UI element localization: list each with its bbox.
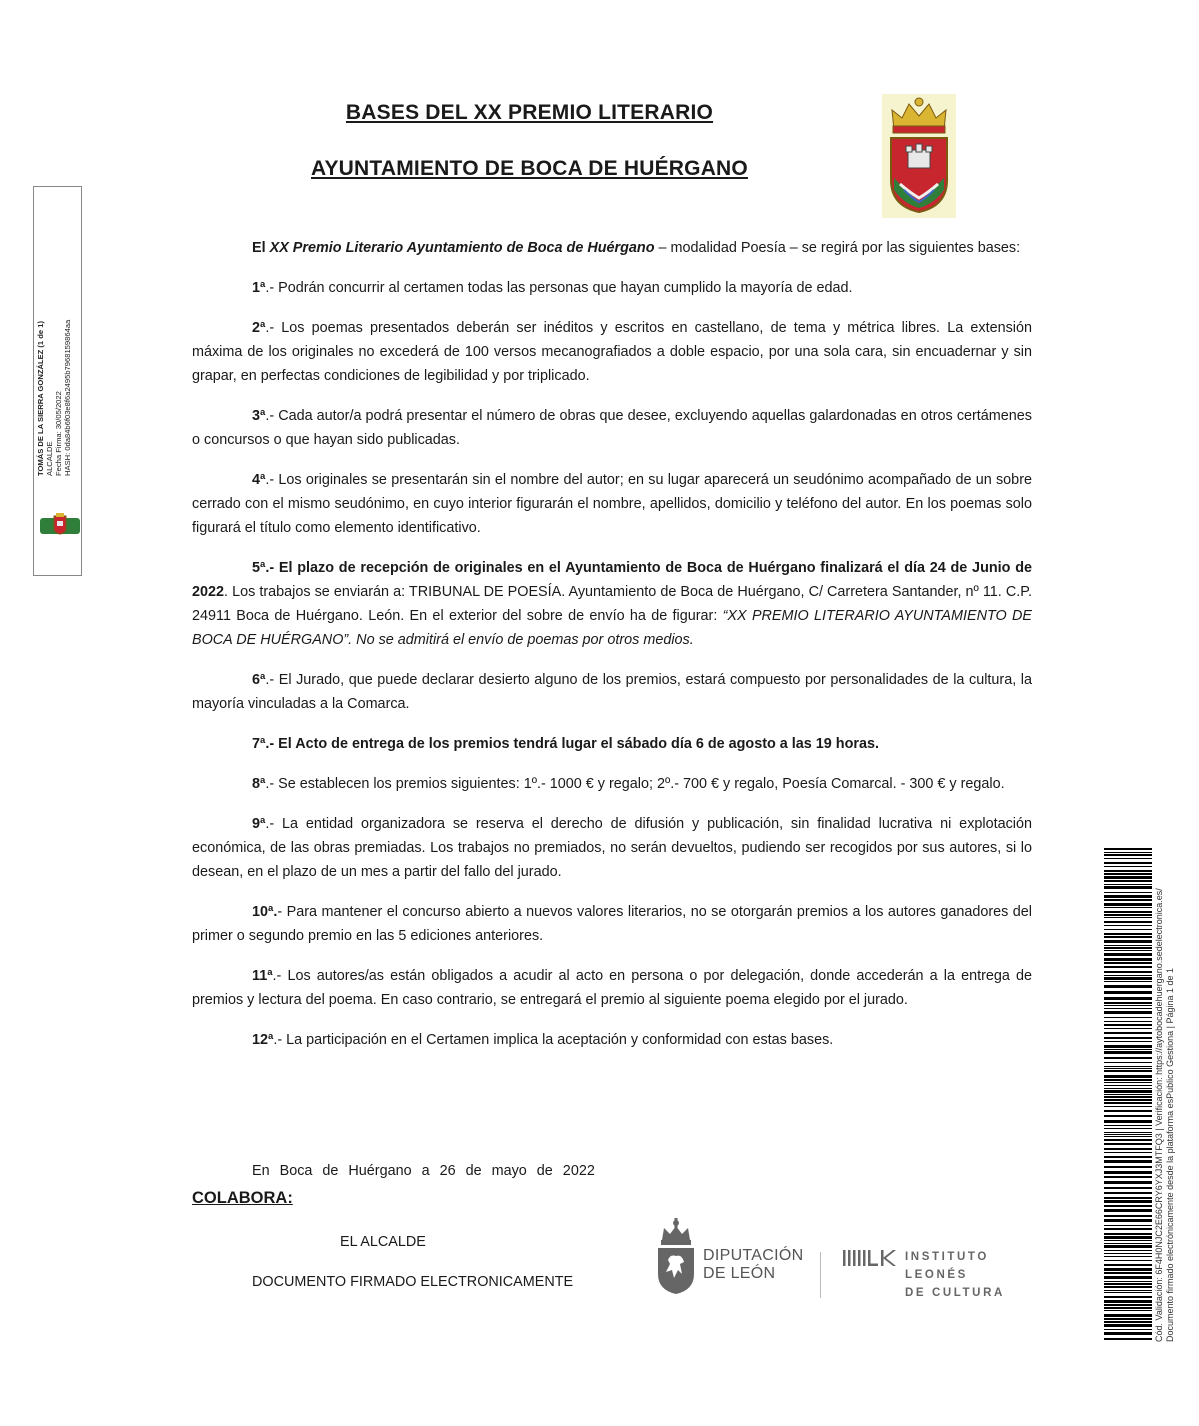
barcode-icon	[1104, 848, 1152, 1342]
signature-hash: HASH: 0da84b6f03e8f6a2495b7968159864aa	[63, 319, 72, 476]
clause-10: 10ª.- Para mantener el concurso abierto a nuevos valores literarios, no se otorgarán premios a los autores ganadores del primer o segundo premio en las 5 ediciones anteriores.	[192, 904, 1032, 944]
logo-separator	[820, 1252, 821, 1298]
clause-12: 12ª.- La participación en el Certamen implica la aceptación y conformidad con estas bases.	[252, 1032, 834, 1048]
mini-coat-of-arms-icon	[40, 512, 80, 540]
colabora-heading: COLABORA:	[192, 1189, 293, 1207]
clause-6: 6ª.- El Jurado, que puede declarar desierto alguno de los premios, estará compuesto por personalidades de la cultura, la mayoría vinculadas a la Comarca.	[192, 672, 1032, 712]
signer-name: TOMÁS DE LA SIERRA GONZÁLEZ (1 de 1)	[36, 321, 45, 476]
instituto-leones-text: INSTITUTO LEONÉS DE CULTURA	[905, 1251, 1005, 1299]
diputacion-leon-logo-icon	[654, 1218, 698, 1294]
document-body	[192, 236, 1032, 1068]
clause-11: 11ª.- Los autores/as están obligados a acudir al acto en persona o por delegación, donde accederán a la entrega de premios y lectura del poema. En caso contrario, se entregará el premio al siguiente poema elegido por el jurado.	[192, 968, 1032, 1008]
title-line-1: BASES DEL XX PREMIO LITERARIO	[345, 101, 714, 124]
instituto-leones-mark-icon	[843, 1250, 897, 1266]
coat-of-arms-icon	[882, 94, 956, 218]
clause-3: 3ª.- Cada autor/a podrá presentar el número de obras que desee, excluyendo aquellas galardonadas en otros certámenes o concursos o que hayan sido publicadas.	[192, 408, 1032, 448]
alcalde-label: EL ALCALDE	[340, 1234, 426, 1250]
clause-1: 1ª.- Podrán concurrir al certamen todas las personas que hayan cumplido la mayoría de edad.	[252, 280, 853, 296]
intro-italic-name: XX Premio Literario Ayuntamiento de Boca de Huérgano	[269, 240, 655, 256]
clause-5: 5ª.- El plazo de recepción de originales en el Ayuntamiento de Boca de Huérgano finalizará el día 24 de Junio de 2022. Los trabajos se enviarán a: TRIBUNAL DE POESÍA. Ayuntamiento de Boca de Huérgano, C/ Carretera Santander, nº 11. C.P. 24911 Boca de Huérgano. León. En el exterior del sobre de envío ha de figurar: “XX PREMIO LITERARIO AYUNTAMIENTO DE BOCA DE HUÉRGANO”. No se admitirá el envío de poemas por otros medios.	[192, 560, 1032, 648]
signature-date: Fecha Firma: 30/05/2022	[54, 391, 63, 476]
intro-lead: El	[252, 240, 270, 256]
signature-text	[36, 176, 72, 476]
diputacion-leon-text: DIPUTACIÓN DE LEÓN	[703, 1247, 804, 1282]
verification-line-1: Cód. Validación: 6F4H0NJC2E66CRY6YXJ3MTFQ3 | Verificación: https://aytobocadehuergano.sedelectronica.es/	[1154, 888, 1164, 1342]
intro-rest: – modalidad Poesía – se regirá por las siguientes bases:	[654, 240, 1021, 256]
clause-8: 8ª.- Se establecen los premios siguientes: 1º.- 1000 € y regalo; 2º.- 700 € y regalo, Poesía Comarcal. - 300 € y regalo.	[252, 776, 1005, 792]
title-line-2: AYUNTAMIENTO DE BOCA DE HUÉRGANO	[311, 157, 748, 180]
verification-line-2: Documento firmado electrónicamente desde la plataforma esPublico Gestiona | Página 1 de 1	[1165, 967, 1175, 1342]
signer-role: ALCALDE	[45, 441, 54, 476]
place-date: En Boca de Huérgano a 26 de mayo de 2022	[252, 1163, 595, 1179]
clause-9: 9ª.- La entidad organizadora se reserva el derecho de difusión y publicación, sin finalidad lucrativa ni explotación económica, de las obras premiadas. Los trabajos no premiados, no serán devueltos, pudiendo ser recogidos por sus autores, si lo desean, en el plazo de un mes a partir del fallo del jurado.	[192, 816, 1032, 880]
signed-electronically-label: DOCUMENTO FIRMADO ELECTRONICAMENTE	[252, 1274, 574, 1290]
intro-paragraph	[192, 236, 1032, 260]
clause-4: 4ª.- Los originales se presentarán sin el nombre del autor; en su lugar aparecerá un seudónimo acompañado de un sobre cerrado con el mismo seudónimo, en cuyo interior figurarán el nombre, apellidos, domicilio y teléfono del autor. En los poemas solo figurará el título como elemento identificativo.	[192, 472, 1032, 536]
verification-note	[1154, 842, 1176, 1342]
clause-7: 7ª.- El Acto de entrega de los premios tendrá lugar el sábado día 6 de agosto a las 19 horas.	[252, 736, 879, 752]
clause-2: 2ª.- Los poemas presentados deberán ser inéditos y escritos en castellano, de tema y métrica libres. La extensión máxima de los originales no excederá de 100 versos mecanografiados a doble espacio, por una sola cara, sin encuadernar y sin grapar, en perfectas condiciones de legibilidad y por triplicado.	[192, 320, 1032, 384]
